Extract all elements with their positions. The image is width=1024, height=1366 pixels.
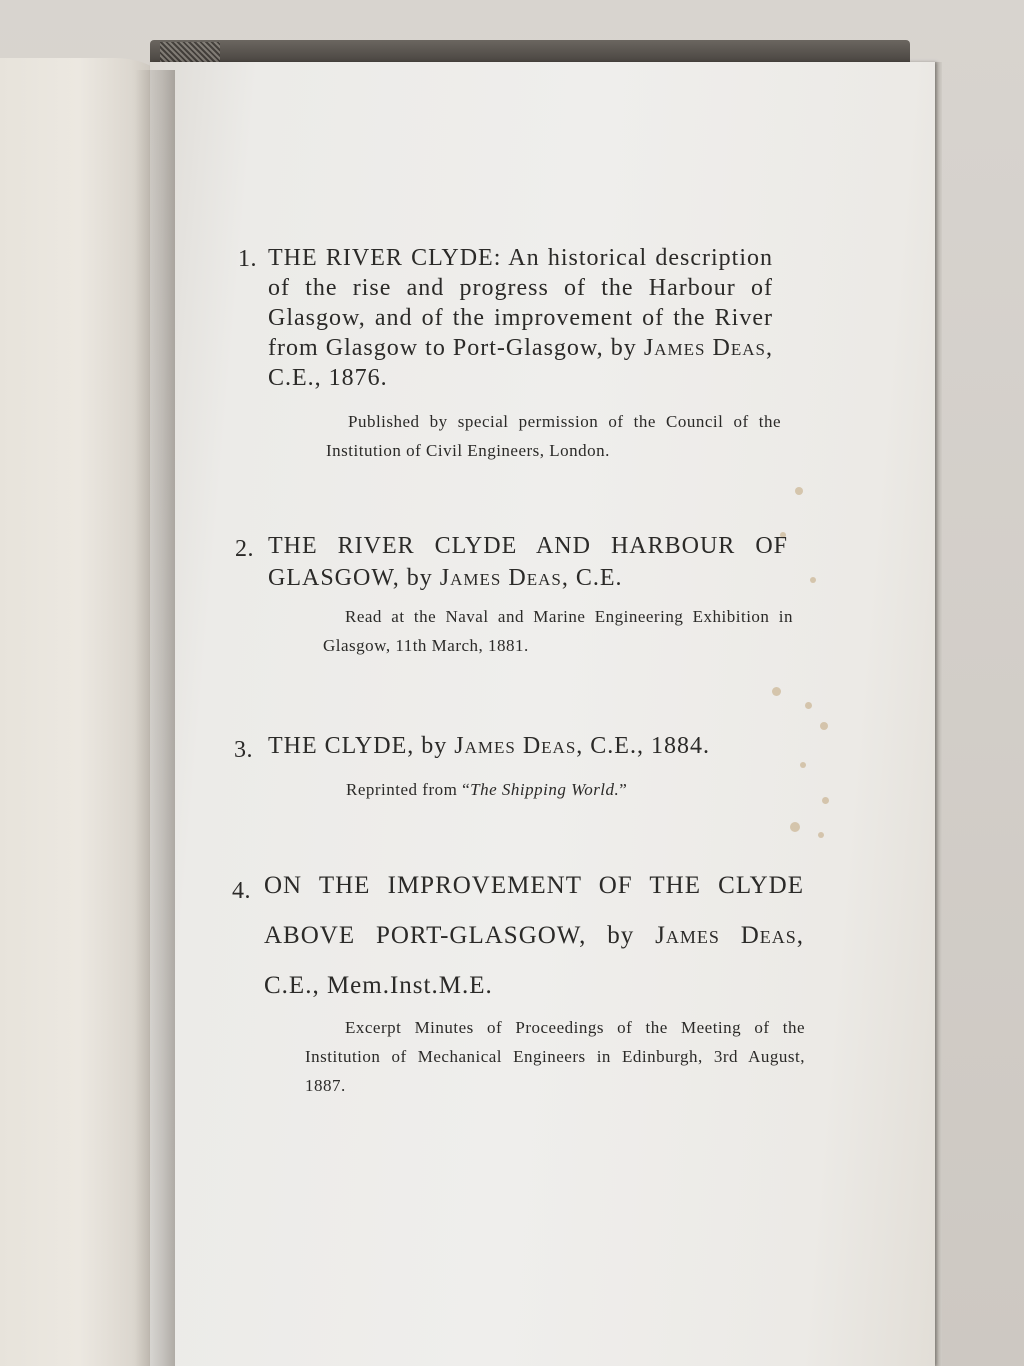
foxing-spot (810, 577, 816, 583)
entry-author: James Deas (454, 733, 577, 759)
entry-text: , by (579, 922, 656, 949)
entry-title-block (264, 861, 804, 1011)
entry-note: Published by special permission of the Council of the Institution of Civil Engineers, London. (326, 412, 781, 460)
foxing-spot (772, 687, 781, 696)
entry-text: , by (392, 565, 440, 591)
entry-title: THE RIVER CLYDE AND HARBOUR OF GLASGOW (268, 533, 788, 591)
entry-title-block (268, 530, 788, 594)
entry-suffix: , C.E., Mem.Inst.M.E. (264, 922, 805, 999)
entry-title-block (268, 731, 808, 761)
entry-title-block (268, 243, 773, 393)
entry-note: Reprinted from “The Shipping World.” (346, 780, 628, 799)
foxing-spot (795, 487, 803, 495)
entry-suffix: , C.E. (561, 565, 623, 591)
entry-suffix: , C.E., 1884. (576, 733, 710, 759)
entry-number: 4. (232, 878, 251, 904)
entry-suffix: , C.E., 1876. (268, 335, 773, 391)
entry-author: James Deas (655, 922, 797, 949)
entry-text: : An historical description of the rise and progress of the Harbour of Glasgow, and of the improvement of the River from Glasgow to Port-Glasgow, by (268, 245, 774, 361)
entry-number: 2. (235, 536, 254, 562)
foxing-spot (822, 797, 829, 804)
foxing-spot (790, 822, 800, 832)
foxing-spot (818, 832, 824, 838)
gutter-shadow (135, 70, 175, 1366)
entry-text: , by (407, 733, 455, 759)
entry-number: 1. (238, 246, 257, 272)
foxing-spot (820, 722, 828, 730)
foxing-spot (805, 702, 812, 709)
entry-title: THE RIVER CLYDE (268, 245, 494, 271)
entry-note: Excerpt Minutes of Proceedings of the Meeting of the Institution of Mechanical Engineers in Edinburgh, 3rd August, 1887. (305, 1018, 805, 1095)
entry-author: James Deas (439, 565, 562, 591)
foxing-spot (800, 762, 806, 768)
entry-title: ON THE IMPROVEMENT OF THE CLYDE ABOVE PORT-GLASGOW (264, 872, 804, 949)
entry-author: James Deas (643, 335, 766, 361)
entry-title: THE CLYDE (268, 733, 408, 759)
entry-note: Read at the Naval and Marine Engineering Exhibition in Glasgow, 11th March, 1881. (323, 607, 793, 655)
entry-number: 3. (234, 737, 253, 763)
